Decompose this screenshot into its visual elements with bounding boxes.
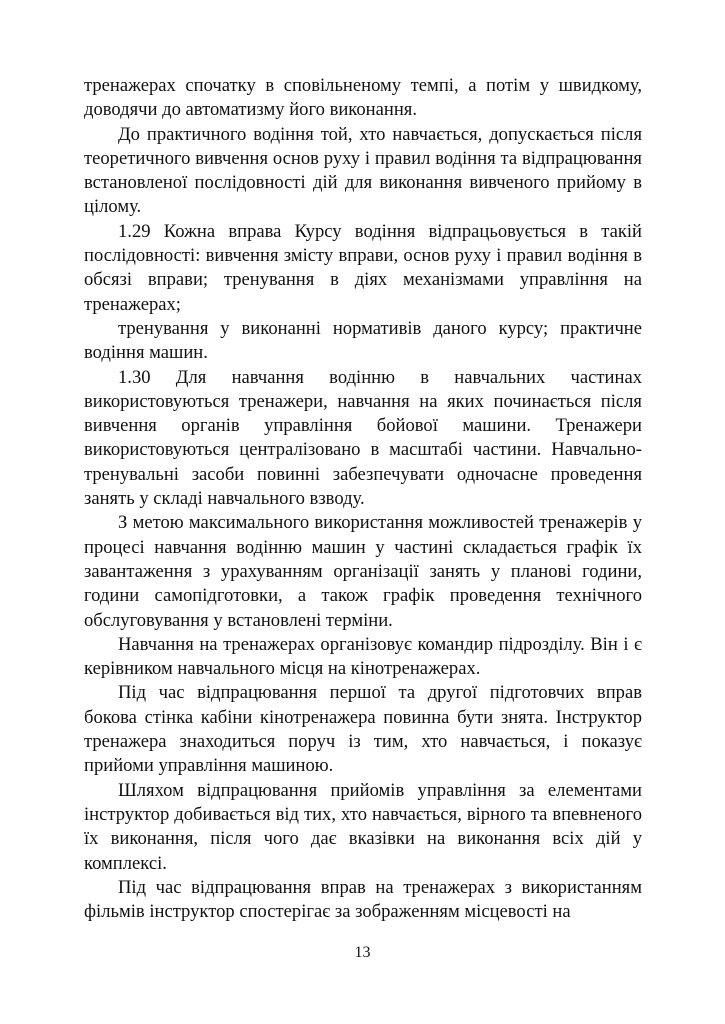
paragraph-continuation: тренажерах спочатку в сповільненому темпі, а потім у швидкому, доводячи до автоматизму його виконання. — [84, 75, 642, 121]
page-body — [84, 74, 642, 924]
paragraph-preparatory-exercises: Під час відпрацювання першої та другої підготовчих вправ бокова стінка кабіни кінотренажера повинна бути знята. Інструктор тренажера знаходиться поруч із тим, хто навчається, і показує прийоми управління машиною. — [84, 682, 642, 777]
paragraph-unit-commander: Навчання на тренажерах організовує командир підрозділу. Він і є керівником навчального місця на кінотренажерах. — [84, 633, 642, 680]
paragraph-simulator-schedule: З метою максимального використання можливостей тренажерів у процесі навчання водінню машин у частині складається графік їх завантаження з урахуванням організації занять у планові години, години самопідготовки, а також графік проведення технічного обслуговування у встановлені терміни. — [84, 512, 642, 631]
paragraph-element-practice: Шляхом відпрацювання прийомів управління за елементами інструктор добивається від тих, хто навчається, вірного та впевненого їх виконання, після чого дає вказівки на виконання всіх дій у комплексі. — [84, 779, 642, 874]
paragraph-1-30-simulators: 1.30 Для навчання водінню в навчальних частинах використовуються тренажери, навчання на яких починається після вивчення органів управління бойової машини. Тренажери використовуються централізовано в масштабі частини. Навчально-тренувальні засоби повинні забезпечувати одночасне проведення занять у складі навчального взводу. — [84, 366, 642, 510]
paragraph-practical-driving-admission: До практичного водіння той, хто навчається, допускається після теоретичного вивчення основ руху і правил водіння та відпрацювання встановленої послідовності дій для виконання вивченого прийому в цілому. — [84, 123, 642, 218]
paragraph-standards-training: тренування у виконанні нормативів даного курсу; практичне водіння машин. — [84, 317, 642, 364]
paragraph-1-29-exercise-order: 1.29 Кожна вправа Курсу водіння відпрацьовується в такій послідовності: вивчення змісту вправи, основ руху і правил водіння в обсязі вправи; тренування в діях механізмами управління на тренажерах; — [84, 220, 642, 315]
paragraph-film-exercises: Під час відпрацювання вправ на тренажерах з використанням фільмів інструктор спостерігає за зображенням місцевості на — [84, 876, 642, 923]
page-number: 13 — [354, 944, 371, 961]
